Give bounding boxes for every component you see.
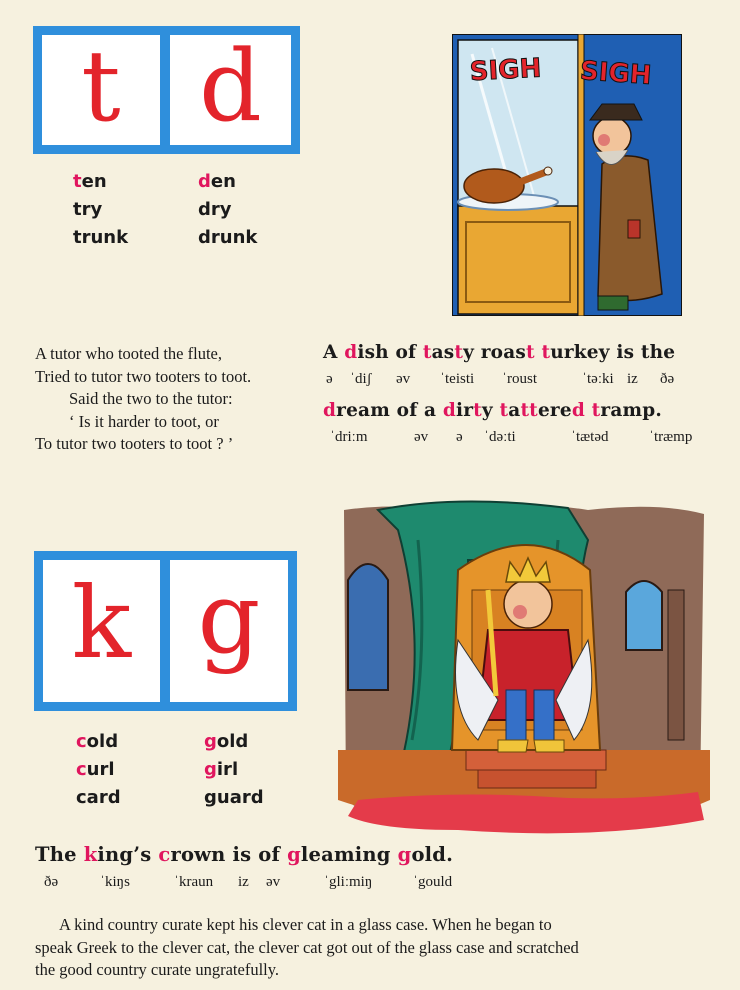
curate-paragraph	[35, 914, 579, 982]
phonetic-word: ˈgould	[413, 874, 453, 890]
sentence-king: The king’s crown is of gleaming gold.	[35, 843, 454, 866]
phonetic-word: ˈdəːti	[484, 429, 516, 445]
phonetic-word: ˈdiʃ	[350, 371, 372, 387]
word-drunk: drunk	[198, 227, 258, 248]
phonetic-word: ˈkiŋs	[100, 874, 130, 890]
poem-line: ‘ Is it harder to toot, or	[69, 411, 219, 431]
poem-line: A tutor who tooted the flute,	[35, 344, 222, 363]
letter-box-td	[33, 26, 300, 154]
king-illustration	[338, 500, 710, 836]
phonetic-word: ˈdriːm	[330, 429, 368, 445]
word-ten: ten	[73, 171, 107, 192]
phonetic-word: ə	[456, 429, 463, 445]
sentence-turkey-line-1: A dish of tasty roast turkey is the	[323, 342, 676, 363]
tutor-poem	[35, 343, 251, 456]
phonetic-word: ˈtætəd	[571, 429, 609, 445]
phonetic-word: əv	[414, 429, 429, 445]
word-guard: guard	[204, 787, 264, 808]
word-try: try	[73, 199, 103, 220]
letter-t: t	[42, 35, 160, 145]
poem-line: Tried to tutor two tooters to toot.	[35, 366, 252, 386]
word-card: card	[76, 787, 121, 808]
word-curl: curl	[76, 759, 115, 780]
letter-k: k	[43, 560, 160, 702]
letter-box-kg	[34, 551, 297, 711]
word-trunk: trunk	[73, 227, 129, 248]
phonetic-word: ðə	[44, 874, 59, 890]
letter-g: g	[170, 560, 288, 702]
phonetic-word: ˈtəːki	[582, 371, 614, 387]
phonetic-word: ðə	[660, 371, 675, 387]
word-cold: cold	[76, 731, 119, 752]
paragraph-line: the good country curate ungratefully.	[35, 960, 280, 979]
poem-line: Said the two to the tutor:	[69, 389, 233, 408]
word-dry: dry	[198, 199, 232, 220]
phonetic-word: əv	[396, 371, 411, 387]
word-list-t	[73, 168, 128, 252]
sentence-turkey-line-2: dream of a dirty tattered tramp.	[323, 400, 663, 421]
word-den: den	[198, 171, 236, 192]
tramp-illustration	[452, 34, 682, 316]
phonetic-word: ˈtræmp	[649, 429, 693, 445]
word-list-d	[198, 168, 257, 252]
word-list-k	[76, 728, 121, 812]
word-girl: girl	[204, 759, 239, 780]
word-list-g	[204, 728, 264, 812]
word-gold: gold	[204, 731, 249, 752]
phonetic-word: ˈkraun	[174, 874, 214, 890]
phonetic-word: ˈgliːmiŋ	[324, 874, 373, 890]
phonetic-word: iz	[627, 371, 638, 387]
sigh-text-left: SIGH	[469, 53, 543, 88]
phonetic-word: iz	[238, 874, 249, 890]
phonetic-word: ˈroust	[502, 371, 537, 387]
paragraph-line: speak Greek to the clever cat, the clever cat got out of the glass case and scratched	[35, 937, 579, 957]
phonetic-word: ə	[326, 371, 333, 387]
letter-d: d	[170, 35, 291, 145]
phonetic-word: ˈteisti	[440, 371, 475, 387]
poem-line: To tutor two tooters to toot ? ’	[35, 434, 234, 453]
paragraph-line: A kind country curate kept his clever cat in a glass case. When he began to	[59, 915, 552, 934]
phonetic-word: əv	[266, 874, 281, 890]
sigh-text-right: SIGH	[579, 56, 653, 92]
